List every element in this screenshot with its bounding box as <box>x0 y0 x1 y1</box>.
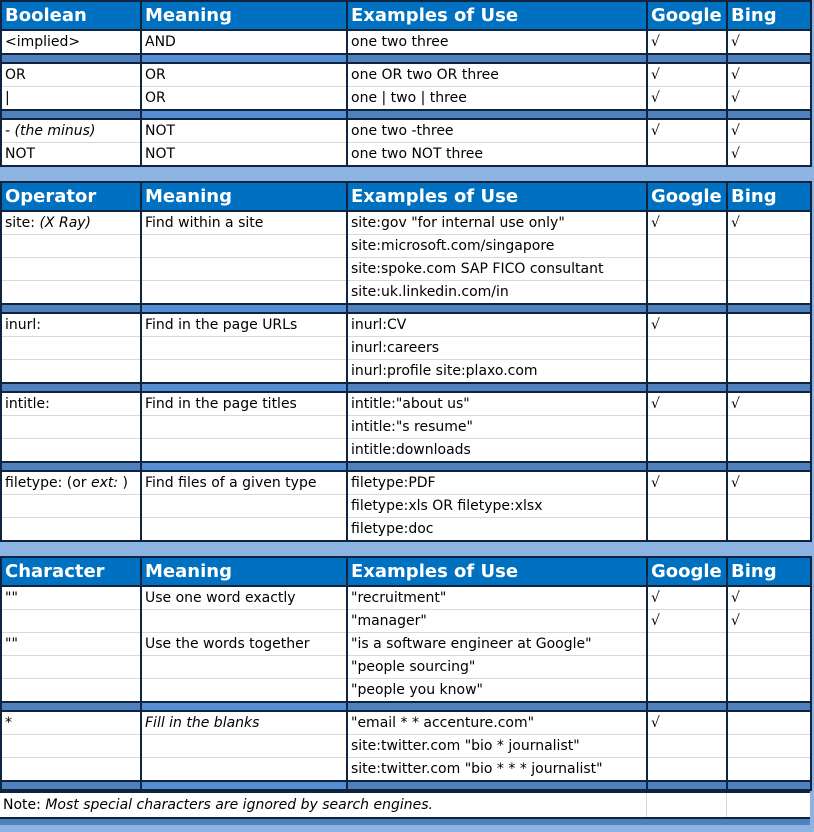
example-cell[interactable]: inurl:CV <box>347 313 647 337</box>
table-boolean <box>0 0 812 167</box>
meaning-cell[interactable]: Use one word exactly <box>141 586 347 610</box>
bing-cell[interactable] <box>727 711 811 735</box>
separator-cell <box>141 383 347 392</box>
google-cell[interactable] <box>647 258 727 281</box>
meaning-cell[interactable] <box>141 656 347 679</box>
operator-cell[interactable] <box>1 143 141 167</box>
separator-cell <box>1 462 141 471</box>
google-cell[interactable] <box>647 416 727 439</box>
google-cell[interactable] <box>647 360 727 384</box>
bing-cell[interactable] <box>727 281 811 305</box>
example-cell[interactable]: "people you know" <box>347 679 647 703</box>
bing-cell[interactable] <box>727 656 811 679</box>
table-row <box>1 337 811 360</box>
separator-cell <box>347 304 647 313</box>
separator-cell <box>141 781 347 790</box>
separator-cell <box>141 304 347 313</box>
example-cell[interactable]: filetype:doc <box>347 518 647 542</box>
bing-cell[interactable]: √ <box>727 119 811 143</box>
example-cell[interactable]: site:spoke.com SAP FICO consultant <box>347 258 647 281</box>
meaning-cell[interactable] <box>141 495 347 518</box>
google-cell[interactable] <box>647 656 727 679</box>
table-row <box>1 313 811 337</box>
example-cell[interactable]: one OR two OR three <box>347 63 647 87</box>
separator-cell <box>727 110 811 119</box>
group-separator <box>1 383 811 392</box>
operator-cell[interactable] <box>1 439 141 463</box>
separator-cell <box>1 781 141 790</box>
google-cell[interactable] <box>647 143 727 167</box>
operator-cell[interactable] <box>1 735 141 758</box>
meaning-cell[interactable]: Find in the page titles <box>141 392 347 416</box>
separator-cell <box>727 781 811 790</box>
column-header-examples-of-use[interactable]: Examples of Use <box>347 182 647 211</box>
example-cell[interactable]: "is a software engineer at Google" <box>347 633 647 656</box>
bing-cell[interactable] <box>727 337 811 360</box>
separator-cell <box>347 54 647 63</box>
separator-cell <box>727 462 811 471</box>
table-row <box>1 360 811 384</box>
operator-note: (X Ray) <box>35 215 92 231</box>
meaning-cell[interactable] <box>141 337 347 360</box>
bing-cell[interactable]: √ <box>727 471 811 495</box>
group-separator <box>1 304 811 313</box>
cell-divider <box>646 793 647 817</box>
operator-text: inurl: <box>5 317 41 333</box>
separator-cell <box>141 462 347 471</box>
operator-note: ext: <box>91 475 119 491</box>
example-cell[interactable]: one two -three <box>347 119 647 143</box>
example-cell[interactable]: "recruitment" <box>347 586 647 610</box>
separator-cell <box>647 304 727 313</box>
example-cell[interactable]: "email * * accenture.com" <box>347 711 647 735</box>
operator-cell[interactable] <box>1 235 141 258</box>
note-label: Note: <box>3 797 46 813</box>
operator-text: NOT <box>5 146 36 162</box>
table-row <box>1 392 811 416</box>
operator-cell[interactable] <box>1 30 141 54</box>
google-cell[interactable]: √ <box>647 392 727 416</box>
operator-cell[interactable] <box>1 360 141 384</box>
example-cell[interactable]: site:gov "for internal use only" <box>347 211 647 235</box>
example-cell[interactable]: one | two | three <box>347 87 647 111</box>
example-cell[interactable]: "manager" <box>347 610 647 633</box>
separator-cell <box>141 702 347 711</box>
separator-cell <box>647 383 727 392</box>
operator-cell[interactable] <box>1 337 141 360</box>
column-header-character[interactable]: Character <box>1 557 141 586</box>
table-row <box>1 633 811 656</box>
table-row <box>1 235 811 258</box>
operator-text: site: <box>5 215 36 231</box>
operator-text: <implied> <box>5 34 81 50</box>
meaning-cell[interactable] <box>141 360 347 384</box>
column-header-google[interactable]: Google <box>647 1 727 30</box>
google-cell[interactable]: √ <box>647 30 727 54</box>
separator-cell <box>1 54 141 63</box>
column-header-bing[interactable]: Bing <box>727 182 811 211</box>
bing-cell[interactable]: √ <box>727 610 811 633</box>
table-row <box>1 87 811 111</box>
column-header-google[interactable]: Google <box>647 557 727 586</box>
meaning-cell[interactable]: Use the words together <box>141 633 347 656</box>
header-row <box>1 557 811 586</box>
bing-cell[interactable]: √ <box>727 30 811 54</box>
meaning-cell[interactable] <box>141 281 347 305</box>
group-separator <box>1 462 811 471</box>
bing-cell[interactable]: √ <box>727 392 811 416</box>
operator-cell[interactable] <box>1 679 141 703</box>
separator-cell <box>1 702 141 711</box>
meaning-cell[interactable]: AND <box>141 30 347 54</box>
operator-cell[interactable] <box>1 758 141 782</box>
table-row <box>1 143 811 167</box>
bing-cell[interactable] <box>727 735 811 758</box>
table-row <box>1 416 811 439</box>
meaning-cell[interactable] <box>141 439 347 463</box>
google-cell[interactable] <box>647 439 727 463</box>
example-cell[interactable]: one two three <box>347 30 647 54</box>
group-separator <box>1 781 811 790</box>
bing-cell[interactable] <box>727 313 811 337</box>
table-row <box>1 281 811 305</box>
table-row <box>1 711 811 735</box>
example-cell[interactable]: site:microsoft.com/singapore <box>347 235 647 258</box>
operator-text: * <box>5 715 12 731</box>
meaning-cell[interactable] <box>141 518 347 542</box>
bing-cell[interactable] <box>727 679 811 703</box>
operator-cell[interactable] <box>1 87 141 111</box>
operator-text: filetype: (or <box>5 475 91 491</box>
bing-cell[interactable]: √ <box>727 87 811 111</box>
cell-divider <box>726 793 727 817</box>
example-cell[interactable]: intitle:"s resume" <box>347 416 647 439</box>
separator-cell <box>347 110 647 119</box>
table-row <box>1 735 811 758</box>
bing-cell[interactable]: √ <box>727 586 811 610</box>
bing-cell[interactable] <box>727 633 811 656</box>
meaning-cell[interactable] <box>141 758 347 782</box>
google-cell[interactable] <box>647 633 727 656</box>
meaning-cell[interactable]: OR <box>141 63 347 87</box>
google-cell[interactable] <box>647 235 727 258</box>
separator-cell <box>141 54 347 63</box>
column-header-bing[interactable]: Bing <box>727 1 811 30</box>
operator-cell[interactable] <box>1 633 141 656</box>
meaning-cell[interactable]: Find in the page URLs <box>141 313 347 337</box>
separator-cell <box>347 781 647 790</box>
operator-cell[interactable] <box>1 471 141 495</box>
separator-cell <box>647 54 727 63</box>
example-cell[interactable]: filetype:PDF <box>347 471 647 495</box>
operator-text: OR <box>5 67 26 83</box>
table-row <box>1 63 811 87</box>
google-cell[interactable]: √ <box>647 313 727 337</box>
column-header-meaning[interactable]: Meaning <box>141 182 347 211</box>
separator-cell <box>727 702 811 711</box>
column-header-bing[interactable]: Bing <box>727 557 811 586</box>
header-row <box>1 182 811 211</box>
bing-cell[interactable]: √ <box>727 63 811 87</box>
separator-cell <box>347 462 647 471</box>
operator-cell[interactable] <box>1 392 141 416</box>
google-cell[interactable]: √ <box>647 119 727 143</box>
group-separator <box>1 54 811 63</box>
google-cell[interactable] <box>647 735 727 758</box>
meaning-cell[interactable] <box>141 735 347 758</box>
column-header-examples-of-use[interactable]: Examples of Use <box>347 1 647 30</box>
table-operator <box>0 181 812 542</box>
separator-cell <box>727 383 811 392</box>
example-cell[interactable]: inurl:careers <box>347 337 647 360</box>
table-row <box>1 471 811 495</box>
google-cell[interactable] <box>647 518 727 542</box>
operator-cell[interactable] <box>1 711 141 735</box>
table-row <box>1 439 811 463</box>
operator-cell[interactable] <box>1 258 141 281</box>
meaning-cell[interactable] <box>141 416 347 439</box>
google-cell[interactable]: √ <box>647 87 727 111</box>
note-row[interactable] <box>0 791 810 819</box>
operator-cell[interactable] <box>1 416 141 439</box>
separator-cell <box>647 781 727 790</box>
separator-cell <box>1 304 141 313</box>
separator-cell <box>647 462 727 471</box>
operator-cell[interactable] <box>1 313 141 337</box>
separator-cell <box>647 702 727 711</box>
table-row <box>1 610 811 633</box>
meaning-cell[interactable]: Find within a site <box>141 211 347 235</box>
column-header-meaning[interactable]: Meaning <box>141 1 347 30</box>
table-row <box>1 679 811 703</box>
bing-cell[interactable] <box>727 758 811 782</box>
operator-cell[interactable] <box>1 63 141 87</box>
google-cell[interactable]: √ <box>647 586 727 610</box>
operator-cell[interactable] <box>1 495 141 518</box>
bing-cell[interactable] <box>727 495 811 518</box>
column-header-boolean[interactable]: Boolean <box>1 1 141 30</box>
table-row <box>1 119 811 143</box>
example-cell[interactable]: one two NOT three <box>347 143 647 167</box>
note-body: Most special characters are ignored by search engines. <box>45 797 433 813</box>
bing-cell[interactable] <box>727 439 811 463</box>
google-cell[interactable] <box>647 679 727 703</box>
separator-cell <box>1 383 141 392</box>
operator-cell[interactable] <box>1 586 141 610</box>
meaning-cell[interactable] <box>141 235 347 258</box>
operator-cell[interactable] <box>1 119 141 143</box>
separator-cell <box>727 304 811 313</box>
google-cell[interactable] <box>647 337 727 360</box>
example-cell[interactable]: filetype:xls OR filetype:xlsx <box>347 495 647 518</box>
table-row <box>1 495 811 518</box>
meaning-cell[interactable]: NOT <box>141 119 347 143</box>
separator-cell <box>141 110 347 119</box>
example-cell[interactable]: intitle:"about us" <box>347 392 647 416</box>
note-text <box>0 797 433 813</box>
bing-cell[interactable] <box>727 235 811 258</box>
meaning-cell[interactable]: OR <box>141 87 347 111</box>
separator-cell <box>1 110 141 119</box>
example-cell[interactable]: inurl:profile site:plaxo.com <box>347 360 647 384</box>
operator-text: "" <box>5 590 18 606</box>
table-row <box>1 518 811 542</box>
bottom-band <box>0 819 810 825</box>
meaning-cell[interactable]: NOT <box>141 143 347 167</box>
meaning-cell[interactable]: Find files of a given type <box>141 471 347 495</box>
table-row <box>1 758 811 782</box>
table-row <box>1 586 811 610</box>
google-cell[interactable]: √ <box>647 211 727 235</box>
example-cell[interactable]: "people sourcing" <box>347 656 647 679</box>
example-cell[interactable]: site:uk.linkedin.com/in <box>347 281 647 305</box>
column-header-meaning[interactable]: Meaning <box>141 557 347 586</box>
separator-cell <box>347 702 647 711</box>
meaning-cell[interactable] <box>141 679 347 703</box>
operator-cell[interactable] <box>1 281 141 305</box>
google-cell[interactable] <box>647 495 727 518</box>
operator-cell[interactable] <box>1 518 141 542</box>
operator-cell[interactable] <box>1 211 141 235</box>
bing-cell[interactable]: √ <box>727 143 811 167</box>
table-row <box>1 258 811 281</box>
table-row <box>1 30 811 54</box>
header-row <box>1 1 811 30</box>
column-header-google[interactable]: Google <box>647 182 727 211</box>
bing-cell[interactable] <box>727 518 811 542</box>
meaning-cell[interactable] <box>141 610 347 633</box>
separator-cell <box>647 110 727 119</box>
google-cell[interactable]: √ <box>647 471 727 495</box>
table-row <box>1 656 811 679</box>
meaning-cell[interactable]: Fill in the blanks <box>141 711 347 735</box>
column-header-examples-of-use[interactable]: Examples of Use <box>347 557 647 586</box>
table-row <box>1 211 811 235</box>
separator-cell <box>727 54 811 63</box>
operator-cell[interactable] <box>1 656 141 679</box>
column-header-operator[interactable]: Operator <box>1 182 141 211</box>
operator-text: "" <box>5 636 18 652</box>
table-character <box>0 556 812 791</box>
group-separator <box>1 702 811 711</box>
bing-cell[interactable] <box>727 258 811 281</box>
bing-cell[interactable] <box>727 416 811 439</box>
separator-cell <box>347 383 647 392</box>
example-cell[interactable]: site:twitter.com "bio * * * journalist" <box>347 758 647 782</box>
operator-cell[interactable] <box>1 610 141 633</box>
section-gap <box>0 542 814 556</box>
group-separator <box>1 110 811 119</box>
example-cell[interactable]: intitle:downloads <box>347 439 647 463</box>
google-cell[interactable]: √ <box>647 711 727 735</box>
bing-cell[interactable] <box>727 360 811 384</box>
google-cell[interactable] <box>647 758 727 782</box>
operator-text: | <box>5 90 10 106</box>
google-cell[interactable] <box>647 281 727 305</box>
bing-cell[interactable]: √ <box>727 211 811 235</box>
google-cell[interactable]: √ <box>647 610 727 633</box>
operator-tail: ) <box>118 475 129 491</box>
meaning-cell[interactable] <box>141 258 347 281</box>
example-cell[interactable]: site:twitter.com "bio * journalist" <box>347 735 647 758</box>
google-cell[interactable]: √ <box>647 63 727 87</box>
operator-text: - (the minus) <box>5 123 96 139</box>
operator-text: intitle: <box>5 396 50 412</box>
section-gap <box>0 167 814 181</box>
